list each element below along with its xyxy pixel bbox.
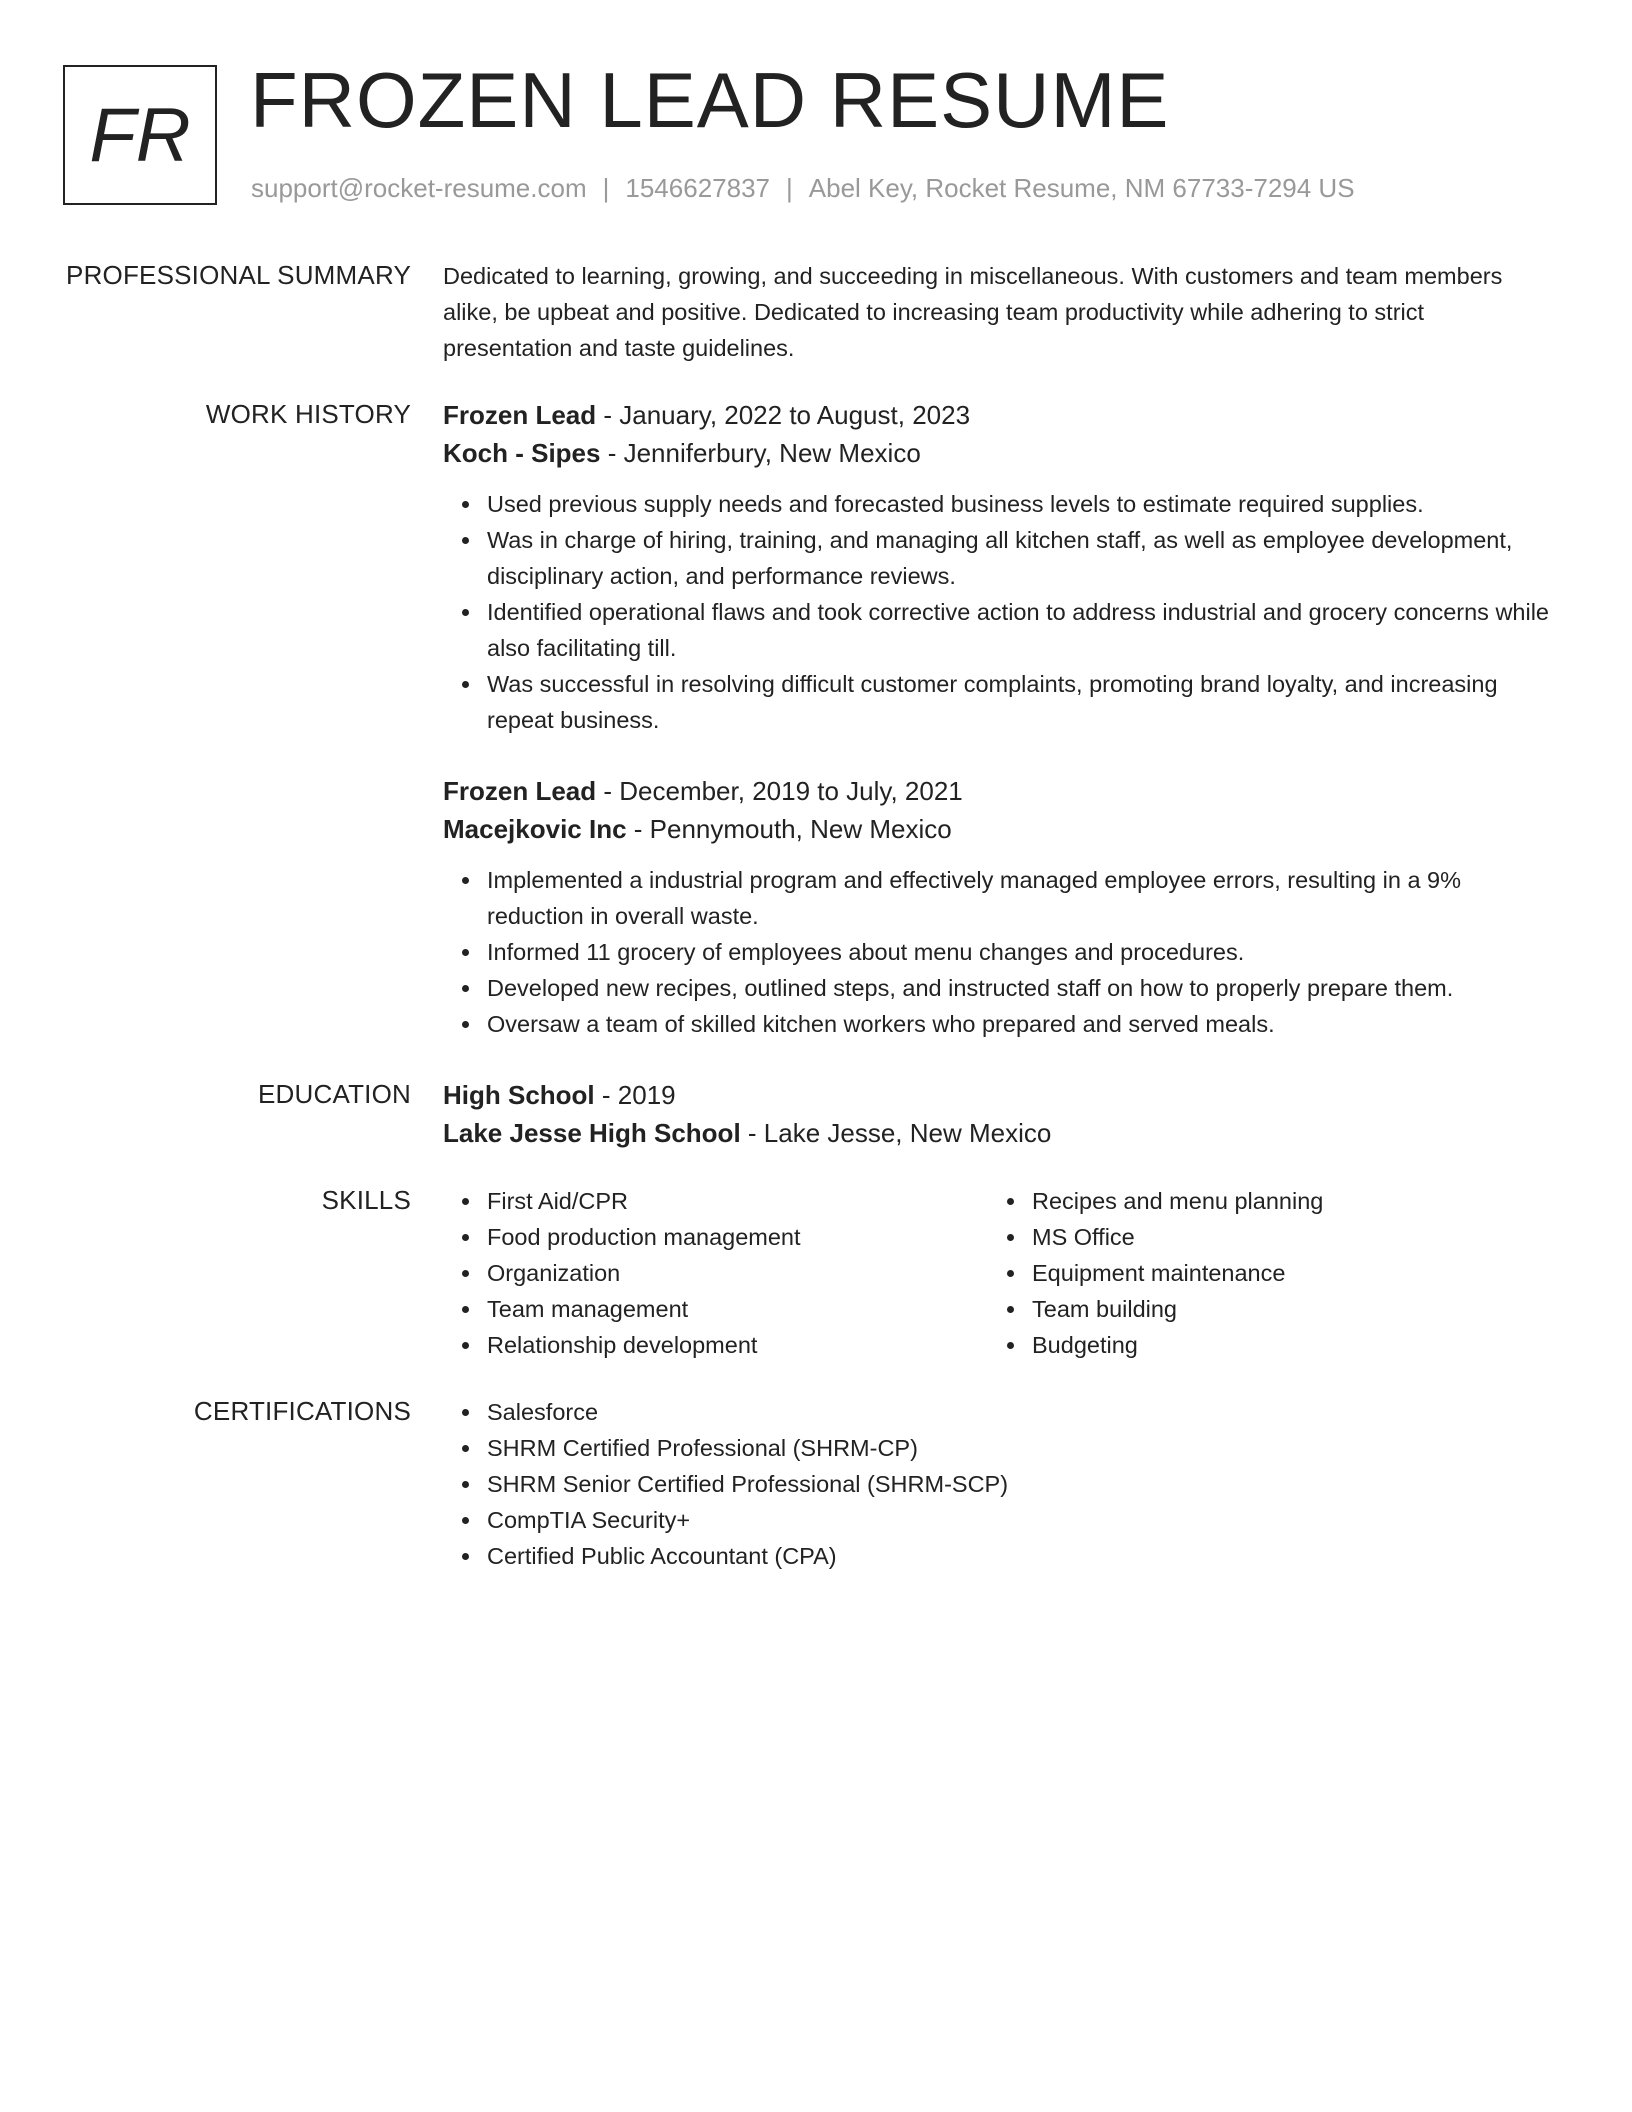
contact-address: Abel Key, Rocket Resume, NM 67733-7294 US: [808, 173, 1355, 203]
monogram-logo: FR: [63, 65, 217, 205]
contact-phone[interactable]: 1546627837: [625, 173, 770, 203]
list-item: Recipes and menu planning: [1032, 1183, 1533, 1219]
list-item: Identified operational flaws and took corrective action to address industrial and grocery concerns while also facilitating till.: [487, 594, 1555, 666]
job-company: Koch - Sipes: [443, 438, 601, 468]
summary-text: Dedicated to learning, growing, and succeeding in miscellaneous. With customers and team members alike, be upbeat and positive. Dedicated to increasing team productivity while adhering to strict presentation and taste guidelines.: [443, 263, 1503, 361]
job-title-line: [443, 396, 1555, 434]
list-item: CompTIA Security+: [487, 1502, 1555, 1538]
list-item: Developed new recipes, outlined steps, and instructed staff on how to properly prepare them.: [487, 970, 1555, 1006]
education-degree-line: [443, 1076, 1555, 1114]
education-school-line: [443, 1114, 1555, 1152]
list-item: SHRM Certified Professional (SHRM-CP): [487, 1430, 1555, 1466]
education-school: Lake Jesse High School: [443, 1118, 741, 1148]
section-heading: WORK HISTORY: [205, 399, 411, 429]
job-company-line: [443, 810, 1555, 848]
job-title: Frozen Lead: [443, 400, 597, 430]
education-year: - 2019: [594, 1080, 676, 1110]
list-item: MS Office: [1032, 1219, 1533, 1255]
job-location: - Pennymouth, New Mexico: [626, 814, 952, 844]
list-item: Team building: [1032, 1291, 1533, 1327]
job-title-line: [443, 772, 1555, 810]
job-duties: [443, 862, 1555, 1042]
list-item: Was in charge of hiring, training, and managing all kitchen staff, as well as employee development, disciplinary action, and performance reviews.: [487, 522, 1555, 594]
list-item: Team management: [487, 1291, 988, 1327]
list-item: SHRM Senior Certified Professional (SHRM-SCP): [487, 1466, 1555, 1502]
list-item: Certified Public Accountant (CPA): [487, 1538, 1555, 1574]
education-degree: High School: [443, 1080, 595, 1110]
contact-separator: |: [602, 173, 610, 203]
list-item: Oversaw a team of skilled kitchen workers who prepared and served meals.: [487, 1006, 1555, 1042]
job-duties: [443, 486, 1555, 738]
job-title: Frozen Lead: [443, 776, 597, 806]
section-heading: CERTIFICATIONS: [193, 1396, 411, 1426]
list-item: Salesforce: [487, 1394, 1555, 1430]
contact-line: [251, 173, 1355, 204]
list-item: Implemented a industrial program and effectively managed employee errors, resulting in a 9% reduction in overall waste.: [487, 862, 1555, 934]
list-item: Organization: [487, 1255, 988, 1291]
job-entry: [443, 772, 1555, 1042]
contact-email[interactable]: support@rocket-resume.com: [251, 173, 587, 203]
job-location: - Jenniferbury, New Mexico: [600, 438, 921, 468]
education-location: - Lake Jesse, New Mexico: [740, 1118, 1052, 1148]
list-item: Informed 11 grocery of employees about menu changes and procedures.: [487, 934, 1555, 970]
job-dates: - January, 2022 to August, 2023: [596, 400, 971, 430]
job-company: Macejkovic Inc: [443, 814, 627, 844]
list-item: Relationship development: [487, 1327, 988, 1363]
skills-columns: [443, 1183, 1555, 1363]
certifications-list: [443, 1394, 1555, 1574]
skills-column-right: [988, 1183, 1533, 1363]
skills-column-left: [443, 1183, 988, 1363]
job-company-line: [443, 434, 1555, 472]
job-entry: [443, 396, 1555, 738]
list-item: Equipment maintenance: [1032, 1255, 1533, 1291]
list-item: Was successful in resolving difficult customer complaints, promoting brand loyalty, and increasing repeat business.: [487, 666, 1555, 738]
list-item: Food production management: [487, 1219, 988, 1255]
contact-separator: |: [786, 173, 793, 203]
skills-list: [988, 1183, 1533, 1363]
list-item: Used previous supply needs and forecasted business levels to estimate required supplies.: [487, 486, 1555, 522]
skills-list: [443, 1183, 988, 1363]
list-item: First Aid/CPR: [487, 1183, 988, 1219]
job-dates: - December, 2019 to July, 2021: [596, 776, 963, 806]
list-item: Budgeting: [1032, 1327, 1533, 1363]
section-heading: SKILLS: [321, 1185, 411, 1215]
resume-title: FROZEN LEAD RESUME: [250, 56, 1170, 144]
section-heading: PROFESSIONAL SUMMARY: [66, 260, 411, 290]
section-heading: EDUCATION: [258, 1079, 411, 1109]
